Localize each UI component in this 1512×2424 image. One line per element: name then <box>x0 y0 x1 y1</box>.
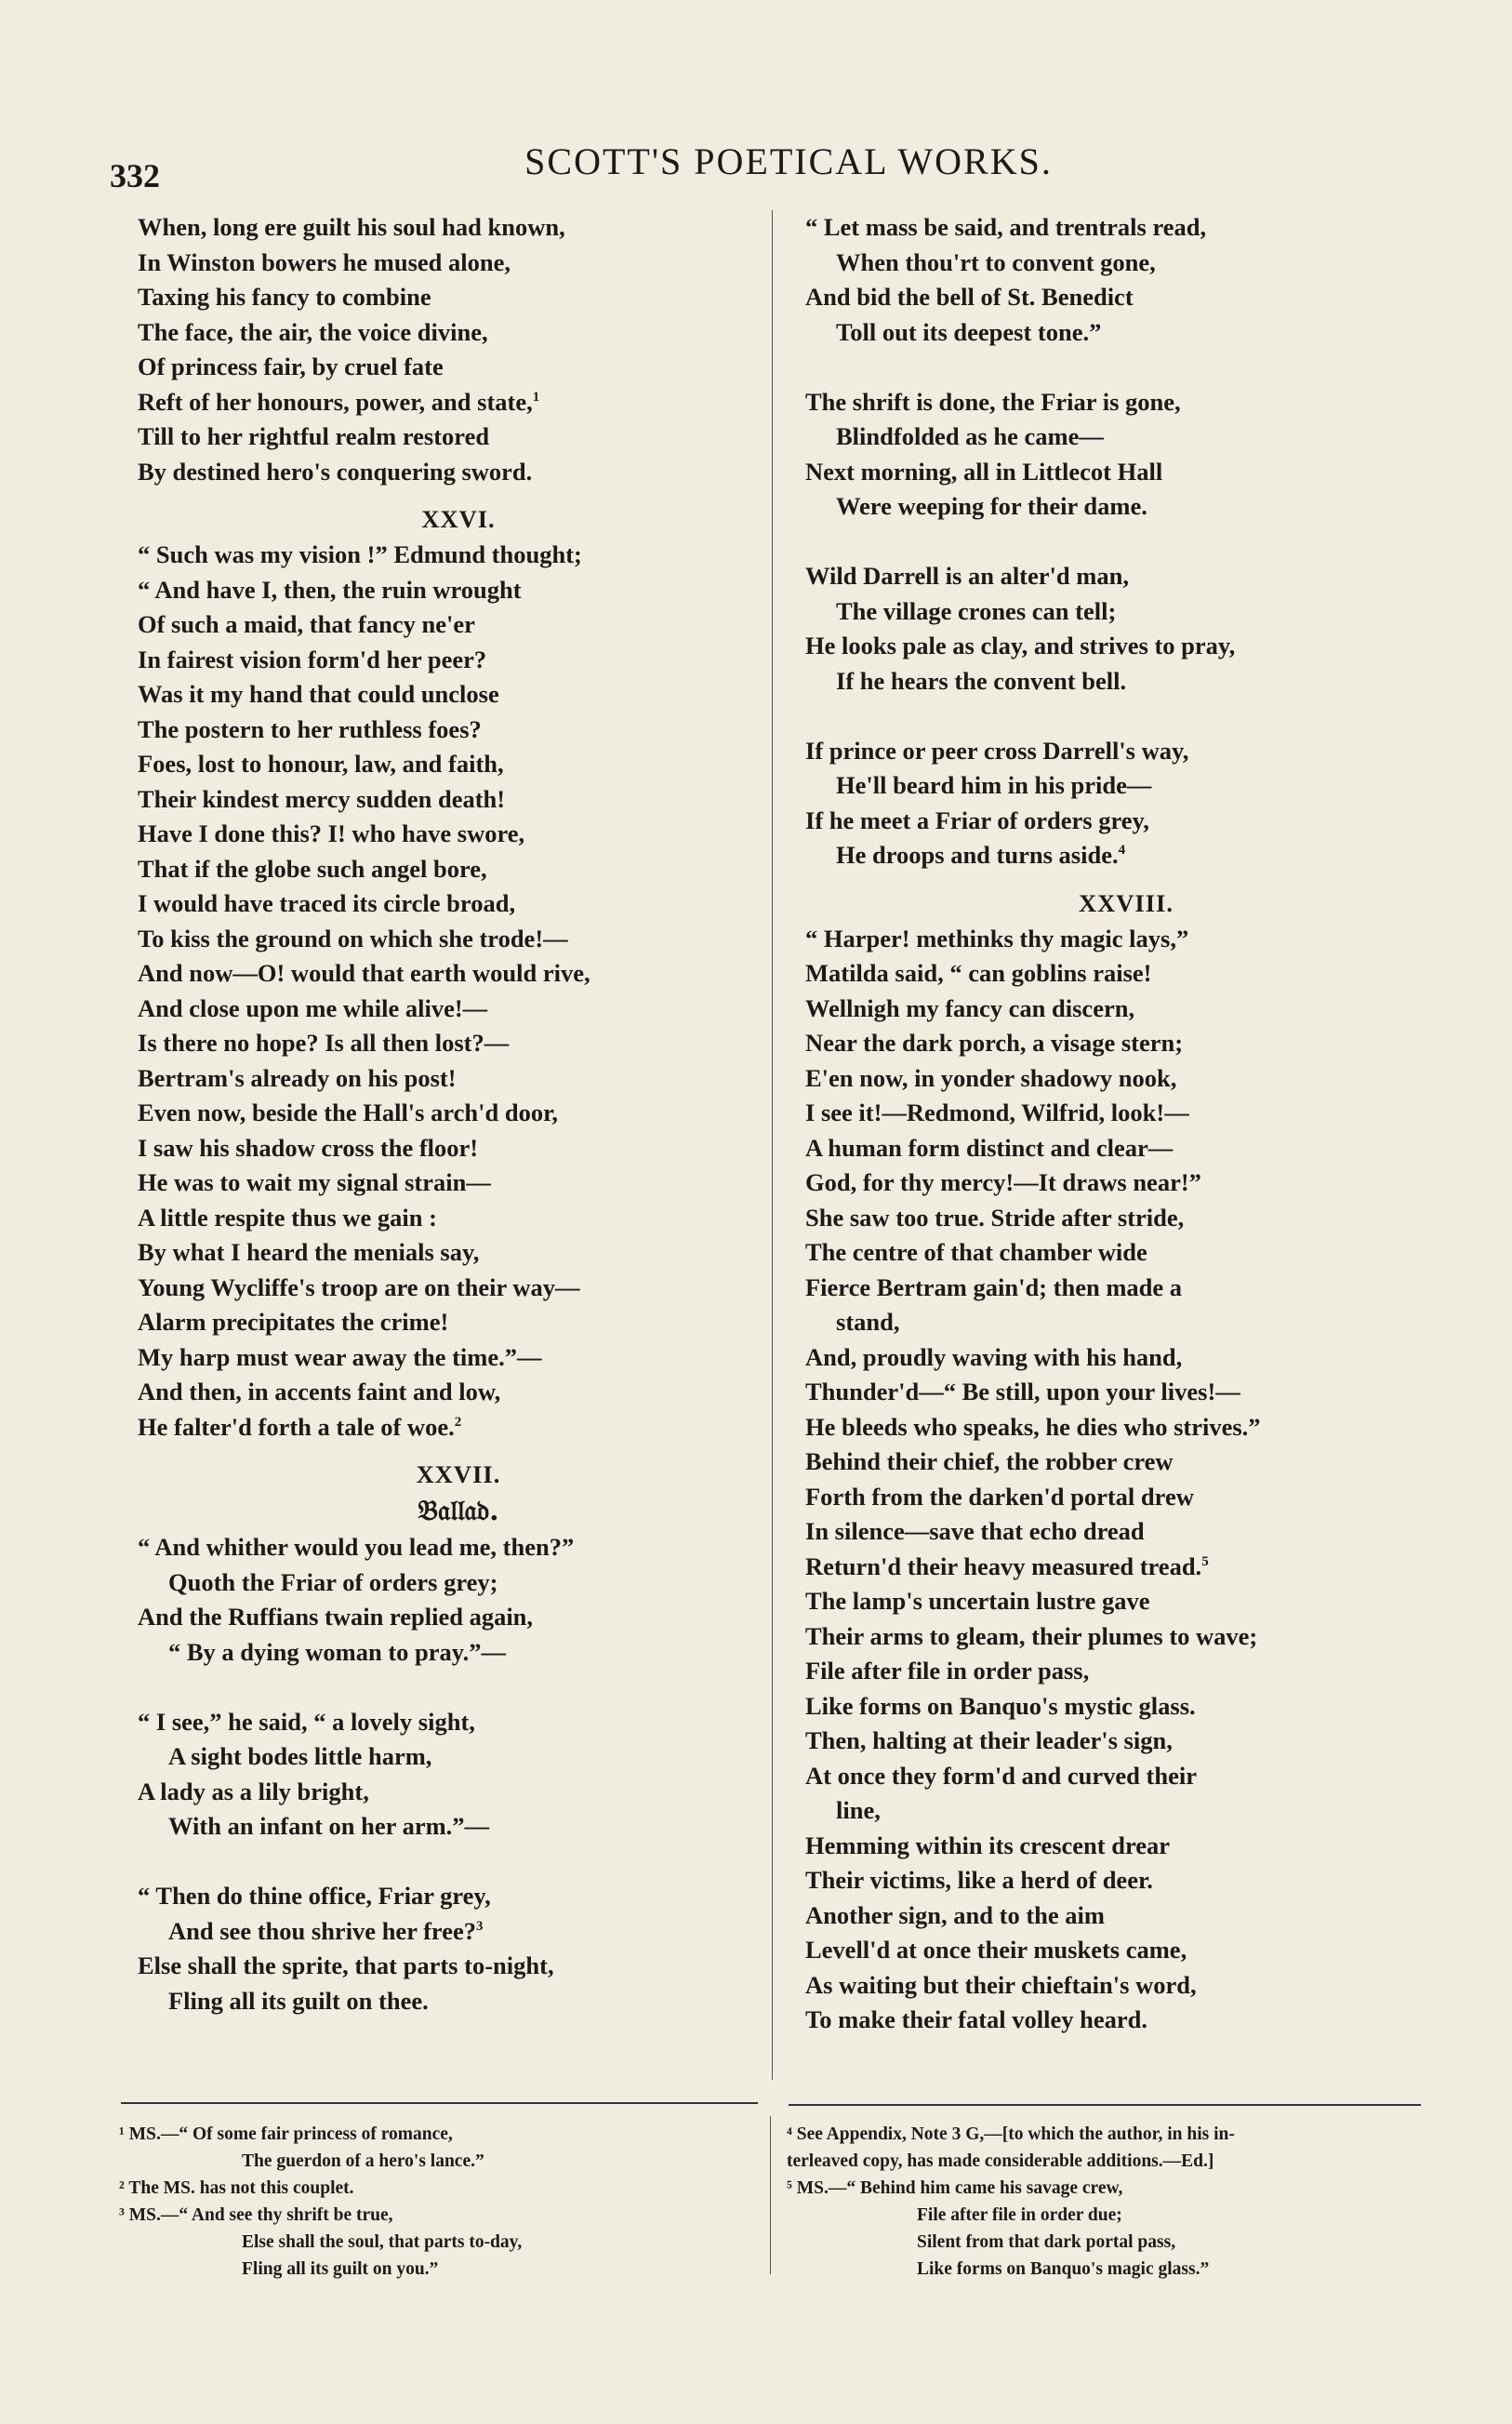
verse-line: Their arms to gleam, their plumes to wave; <box>805 1621 1258 1650</box>
verse-line: As waiting but their chieftain's word, <box>805 1970 1197 1999</box>
verse-line: A lady as a lily bright, <box>138 1777 369 1805</box>
verse-text: He droops and turns aside. <box>836 841 1119 869</box>
verse-line: A little respite thus we gain : <box>138 1203 437 1232</box>
verse-line: Matilda said, “ can goblins raise! <box>805 959 1152 987</box>
verse-line: “ Harper! methinks thy magic lays,” <box>805 924 1189 952</box>
footnote-line: ⁵ MS.—“ Behind him came his savage crew, <box>787 2178 1123 2198</box>
verse-line: If he hears the convent bell. <box>836 666 1127 695</box>
ballad-title: 𝔅𝔞𝔩𝔩𝔞𝔡. <box>418 1495 499 1527</box>
verse-line: Were weeping for their dame. <box>836 492 1147 520</box>
stanza-heading: XXVII. <box>416 1460 501 1488</box>
stanza-heading: XXVI. <box>421 505 496 533</box>
verse-line: Hemming within its crescent drear <box>805 1831 1171 1859</box>
verse-line: Was it my hand that could unclose <box>138 680 499 708</box>
footnote-line: Fling all its guilt on you.” <box>242 2259 439 2279</box>
verse-line: Near the dark porch, a visage stern; <box>805 1029 1184 1057</box>
verse-line: With an infant on her arm.”— <box>168 1812 490 1840</box>
verse-line: Wellnigh my fancy can discern, <box>805 993 1135 1022</box>
footnote-line: ² The MS. has not this couplet. <box>119 2178 354 2198</box>
verse-line: I saw his shadow cross the floor! <box>138 1133 479 1162</box>
verse-line: Foes, lost to honour, law, and faith, <box>138 750 504 778</box>
footnote-marker: 5 <box>1201 1553 1209 1569</box>
verse-line <box>805 838 1447 873</box>
verse-line <box>138 1914 779 1950</box>
verse-line: line, <box>836 1796 881 1824</box>
verse-line: The face, the air, the voice divine, <box>138 317 488 346</box>
verse-line: The lamp's uncertain lustre gave <box>805 1587 1150 1615</box>
verse-line: File after file in order pass, <box>805 1657 1090 1685</box>
verse-line: “ Such was my vision !” Edmund thought; <box>138 540 582 568</box>
verse-line: He'll beard him in his pride— <box>836 771 1152 799</box>
verse-line: “ And whither would you lead me, then?” <box>138 1533 575 1561</box>
footnote-marker: 1 <box>532 389 540 405</box>
footnote-column-rule <box>770 2116 771 2274</box>
verse-line: Till to her rightful realm restored <box>138 422 490 450</box>
verse-line: In Winston bowers he mused alone, <box>138 247 511 276</box>
verse-line: Fierce Bertram gain'd; then made a <box>805 1272 1183 1301</box>
verse-line: I would have traced its circle broad, <box>138 889 516 917</box>
verse-line: Blindfolded as he came— <box>836 422 1104 450</box>
verse-line: And then, in accents faint and low, <box>138 1378 501 1405</box>
verse-text: And see thou shrive her free? <box>168 1916 476 1945</box>
verse-line: To kiss the ground on which she trode!— <box>138 924 568 952</box>
footnote-marker: 4 <box>1118 843 1126 859</box>
verse-line: If prince or peer cross Darrell's way, <box>805 736 1189 765</box>
verse-line: Next morning, all in Littlecot Hall <box>805 457 1163 486</box>
footnote-line: ³ MS.—“ And see thy shrift be true, <box>119 2205 393 2225</box>
verse-line: “ Then do thine office, Friar grey, <box>138 1882 491 1910</box>
verse-line: Like forms on Banquo's mystic glass. <box>805 1691 1196 1720</box>
footnote-line: terleaved copy, has made considerable additions.—Ed.] <box>787 2151 1214 2171</box>
verse-line: stand, <box>836 1308 900 1336</box>
verse-line: He was to wait my signal strain— <box>138 1168 491 1196</box>
verse-line: Their kindest mercy sudden death! <box>138 784 506 813</box>
verse-line: Another sign, and to the aim <box>805 1900 1105 1929</box>
verse-line: Young Wycliffe's troop are on their way— <box>138 1272 580 1301</box>
verse-line: When thou'rt to convent gone, <box>836 247 1156 276</box>
verse-line: Taxing his fancy to combine <box>138 283 431 311</box>
footnotes-left <box>119 2121 761 2283</box>
verse-line: She saw too true. Stride after stride, <box>805 1203 1185 1232</box>
footnote-line: File after file in order due; <box>917 2205 1122 2225</box>
verse-line: Quoth the Friar of orders grey; <box>168 1567 498 1596</box>
verse-line <box>138 385 779 420</box>
verse-line: My harp must wear away the time.”— <box>138 1342 542 1371</box>
verse-line <box>138 1410 779 1445</box>
verse-line: The postern to her ruthless foes? <box>138 714 482 743</box>
verse-line: Else shall the sprite, that parts to-night, <box>138 1951 554 1979</box>
verse-line: The village crones can tell; <box>836 596 1117 625</box>
footnote-marker: 2 <box>454 1414 462 1430</box>
verse-line: Fling all its guilt on thee. <box>168 1986 429 2015</box>
left-column <box>138 210 779 2018</box>
verse-line: If he meet a Friar of orders grey, <box>805 806 1149 834</box>
verse-line: The shrift is done, the Friar is gone, <box>805 387 1181 416</box>
verse-line: Levell'd at once their muskets came, <box>805 1936 1187 1964</box>
verse-line: The centre of that chamber wide <box>805 1238 1147 1266</box>
verse-line: Forth from the darken'd portal drew <box>805 1482 1194 1511</box>
verse-line: Thunder'd—“ Be still, upon your lives!— <box>805 1378 1240 1405</box>
verse-line: Bertram's already on his post! <box>138 1063 457 1092</box>
verse-line: He bleeds who speaks, he dies who strives.” <box>805 1412 1261 1441</box>
verse-line <box>805 1550 1447 1585</box>
verse-line: God, for thy mercy!—It draws near!” <box>805 1168 1201 1196</box>
verse-line: Then, halting at their leader's sign, <box>805 1726 1173 1754</box>
footnote-rule <box>121 2102 758 2104</box>
verse-line: And close upon me while alive!— <box>138 993 488 1022</box>
verse-line: By destined hero's conquering sword. <box>138 457 533 486</box>
footnote-line: ¹ MS.—“ Of some fair princess of romance, <box>119 2124 453 2144</box>
verse-line: Have I done this? I! who have swore, <box>138 819 525 847</box>
footnote-line: ⁴ See Appendix, Note 3 G,—[to which the author, in his in- <box>787 2124 1235 2144</box>
verse-line: “ And have I, then, the ruin wrought <box>138 575 522 604</box>
verse-text: Reft of her honours, power, and state, <box>138 387 533 416</box>
footnote-line: Like forms on Banquo's magic glass.” <box>917 2259 1210 2279</box>
verse-line: When, long ere guilt his soul had known, <box>138 213 565 241</box>
verse-line: In silence—save that echo dread <box>805 1517 1145 1545</box>
verse-line: Behind their chief, the robber crew <box>805 1447 1174 1475</box>
verse-line: “ By a dying woman to pray.”— <box>168 1637 506 1666</box>
page-number: 332 <box>110 157 160 194</box>
verse-line: Wild Darrell is an alter'd man, <box>805 562 1129 590</box>
verse-line: A sight bodes little harm, <box>168 1742 432 1770</box>
verse-line: Of such a maid, that fancy ne'er <box>138 610 475 638</box>
verse-line: Alarm precipitates the crime! <box>138 1308 449 1336</box>
footnote-marker: 3 <box>475 1918 484 1934</box>
verse-line: A human form distinct and clear— <box>805 1133 1174 1162</box>
footnote-rule <box>789 2104 1421 2106</box>
verse-line: Even now, beside the Hall's arch'd door, <box>138 1099 559 1126</box>
stanza-heading: XXVIII. <box>1079 888 1174 917</box>
running-title: SCOTT'S POETICAL WORKS. <box>524 140 1053 182</box>
verse-line: In fairest vision form'd her peer? <box>138 645 487 673</box>
verse-line: He looks pale as clay, and strives to pray, <box>805 632 1236 659</box>
verse-line: E'en now, in yonder shadowy nook, <box>805 1063 1177 1092</box>
verse-line: And, proudly waving with his hand, <box>805 1342 1183 1371</box>
verse-line: Their victims, like a herd of deer. <box>805 1866 1153 1894</box>
footnote-line: The guerdon of a hero's lance.” <box>242 2151 484 2171</box>
footnote-line: Else shall the soul, that parts to-day, <box>242 2232 523 2252</box>
verse-line: “ I see,” he said, “ a lovely sight, <box>138 1707 475 1736</box>
verse-line: I see it!—Redmond, Wilfrid, look!— <box>805 1099 1189 1126</box>
verse-text: Return'd their heavy measured tread. <box>805 1552 1202 1580</box>
verse-line: To make their fatal volley heard. <box>805 2005 1148 2033</box>
verse-line: At once they form'd and curved their <box>805 1761 1197 1790</box>
footnote-line: Silent from that dark portal pass, <box>917 2232 1176 2252</box>
verse-text: He falter'd forth a tale of woe. <box>138 1412 455 1441</box>
verse-line: Of princess fair, by cruel fate <box>138 353 444 380</box>
verse-line: Toll out its deepest tone.” <box>836 317 1102 346</box>
verse-line: That if the globe such angel bore, <box>138 854 487 883</box>
verse-line: And now—O! would that earth would rive, <box>138 959 590 987</box>
verse-line: Is there no hope? Is all then lost?— <box>138 1029 510 1057</box>
verse-line: And bid the bell of St. Benedict <box>805 283 1134 311</box>
verse-line: And the Ruffians twain replied again, <box>138 1603 534 1631</box>
verse-line: “ Let mass be said, and trentrals read, <box>805 213 1207 241</box>
right-column <box>805 210 1447 2038</box>
verse-line: By what I heard the menials say, <box>138 1238 480 1266</box>
footnotes-right <box>787 2121 1428 2283</box>
